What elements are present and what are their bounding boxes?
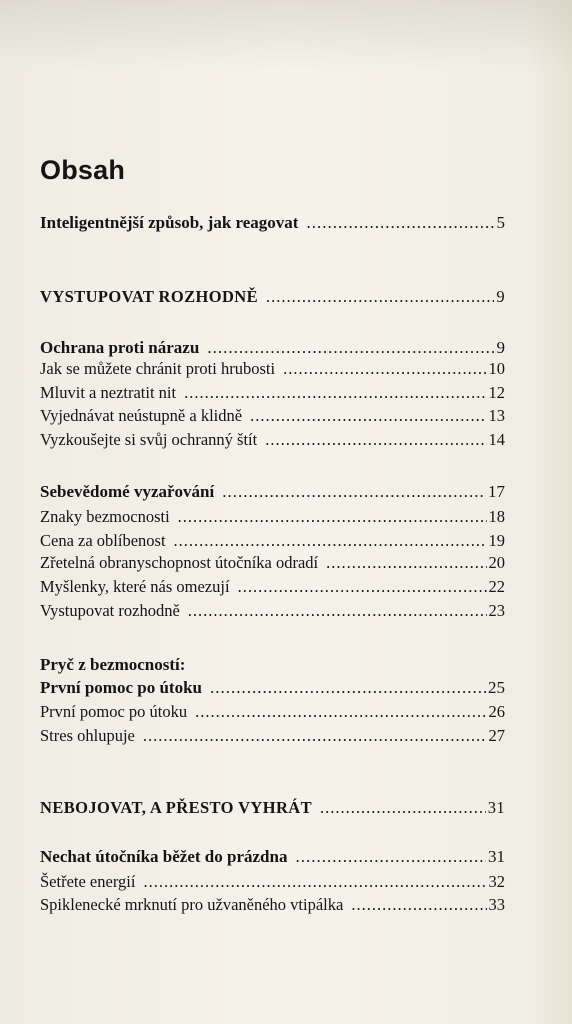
toc-entry-label: Znaky bezmocnosti <box>40 507 170 526</box>
toc-entry <box>40 337 505 359</box>
toc-entry-page: 32 <box>488 872 505 891</box>
toc-entry-page: 10 <box>488 359 505 378</box>
toc-entry <box>40 871 505 893</box>
toc-entry-page: 5 <box>496 213 505 232</box>
dot-leader <box>195 701 486 723</box>
toc-entry-label: Spiklenecké mrknutí pro užvaněného vtipálka <box>40 895 344 914</box>
toc-entry <box>40 846 505 868</box>
dot-leader <box>265 429 486 451</box>
toc-entry-page: 25 <box>488 678 505 697</box>
toc-entry <box>40 701 505 723</box>
toc-entry-page: 9 <box>496 287 505 306</box>
toc-entry-label: První pomoc po útoku <box>40 678 202 697</box>
dot-leader <box>295 846 486 868</box>
toc-entry-page: 14 <box>488 430 505 449</box>
toc-entry-page: 17 <box>488 482 505 501</box>
toc-entry <box>40 358 505 380</box>
toc-entry-page: 9 <box>496 338 505 357</box>
dot-leader <box>188 600 487 622</box>
toc-entry <box>40 405 505 427</box>
dot-leader <box>266 286 494 308</box>
toc-entry-label: Inteligentnější způsob, jak reagovat <box>40 213 299 232</box>
toc-entry-page: 19 <box>488 531 505 550</box>
toc-entry-label: Mluvit a neztratit nit <box>40 383 177 402</box>
toc-entry-label: Pryč z bezmocností: <box>40 655 186 674</box>
toc-entry <box>40 677 505 699</box>
toc-entry-page: 22 <box>488 577 505 596</box>
toc-entry <box>40 725 505 747</box>
toc-entry-label: Stres ohlupuje <box>40 726 135 745</box>
toc-entry-label: Zřetelná obranyschopnost útočníka odradí <box>40 553 319 572</box>
toc-entry-page: 31 <box>488 847 505 866</box>
toc-entry-page: 33 <box>488 895 505 914</box>
toc-entry <box>40 382 505 404</box>
dot-leader <box>174 530 487 552</box>
toc-entry-page: 12 <box>488 383 505 402</box>
toc-entry <box>40 654 505 676</box>
toc-entry-label: Vyzkoušejte si svůj ochranný štít <box>40 430 258 449</box>
dot-leader <box>143 725 487 747</box>
toc-entry-label: První pomoc po útoku <box>40 702 188 721</box>
dot-leader <box>184 382 486 404</box>
dot-leader <box>222 481 486 503</box>
dot-leader <box>207 337 494 359</box>
dot-leader <box>320 797 486 819</box>
dot-leader <box>326 552 486 574</box>
page-title: Obsah <box>40 155 126 185</box>
dot-leader <box>143 871 486 893</box>
toc-entry-page: 20 <box>488 553 505 572</box>
toc-entry <box>40 530 505 552</box>
toc-entry <box>40 576 505 598</box>
toc-entry-page: 27 <box>488 726 505 745</box>
toc-entry-label: Šetřete energií <box>40 872 136 891</box>
toc-entry-label: Vyjednávat neústupně a klidně <box>40 406 243 425</box>
toc-entry <box>40 552 505 574</box>
toc-entry-label: Cena za oblíbenost <box>40 531 166 550</box>
toc-entry-page: 18 <box>488 507 505 526</box>
dot-leader <box>250 405 486 427</box>
toc-entry-page: 13 <box>488 406 505 425</box>
dot-leader <box>351 894 486 916</box>
toc-entry <box>40 212 505 234</box>
toc-entry-label: Myšlenky, které nás omezují <box>40 577 230 596</box>
toc-entry-label: Nechat útočníka běžet do prázdna <box>40 847 288 866</box>
toc-entry-label: Ochrana proti nárazu <box>40 338 200 357</box>
toc-entry <box>40 894 505 916</box>
dot-leader <box>283 358 486 380</box>
toc-entry <box>40 797 505 819</box>
toc-entry <box>40 600 505 622</box>
toc-entry <box>40 286 505 308</box>
dot-leader <box>306 212 494 234</box>
dot-leader <box>178 506 487 528</box>
toc-entry <box>40 429 505 451</box>
dot-leader <box>210 677 486 699</box>
toc-entry-page: 26 <box>488 702 505 721</box>
toc-entry <box>40 481 505 503</box>
toc-entry-label: Jak se můžete chránit proti hrubosti <box>40 359 276 378</box>
toc-entry-page: 31 <box>487 798 505 817</box>
dot-leader <box>238 576 487 598</box>
toc-entry <box>40 506 505 528</box>
toc-entry-label: Sebevědomé vyzařování <box>40 482 215 501</box>
toc-entry-page: 23 <box>488 601 505 620</box>
toc-entry-label: Vystupovat rozhodně <box>40 601 180 620</box>
toc-entry-label: VYSTUPOVAT ROZHODNĚ <box>40 287 259 306</box>
toc-entry-label: NEBOJOVAT, A PŘESTO VYHRÁT <box>40 798 313 817</box>
